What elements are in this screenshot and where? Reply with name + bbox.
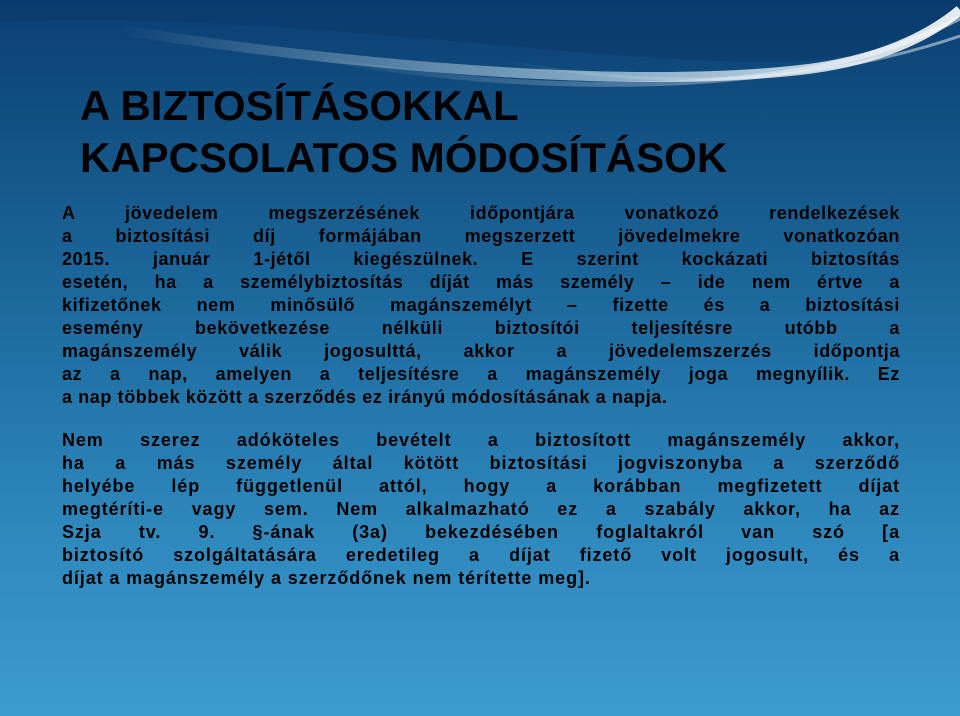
paragraph-line: díjat a magánszemély a szerződőnek nem térítette meg].: [62, 568, 591, 588]
title-line-1: A BIZTOSÍTÁSOKKAL: [80, 82, 519, 129]
paragraph-line: kifizetőnek nem minősülő magánszemélyt – fizette és a biztosítási: [62, 295, 900, 315]
paragraph-income-timing: [62, 203, 900, 410]
paragraph-line: 2015. január 1-jétől kiegészülnek. E szerint kockázati biztosítás: [62, 249, 900, 269]
paragraph-line: helyébe lép függetlenül attól, hogy a korábban megfizetett díjat: [62, 476, 900, 496]
paragraph-line: ha a más személy által kötött biztosítási jogviszonyba a szerződő: [62, 453, 900, 473]
paragraph-line: A jövedelem megszerzésének időpontjára vonatkozó rendelkezések: [62, 203, 900, 223]
paragraph-line: magánszemély válik jogosulttá, akkor a jövedelemszerzés időpontja: [62, 341, 900, 361]
paragraph-line: Nem szerez adóköteles bevételt a biztosított magánszemély akkor,: [62, 430, 900, 450]
paragraph-taxable-income: [62, 430, 900, 591]
paragraph-line: biztosító szolgáltatására eredetileg a díjat fizető volt jogosult, és a: [62, 545, 900, 565]
paragraph-line: esemény bekövetkezése nélküli biztosítói teljesítésre utóbb a: [62, 318, 900, 338]
paragraph-line: a biztosítási díj formájában megszerzett jövedelmekre vonatkozóan: [62, 226, 900, 246]
paragraph-line: a nap többek között a szerződés ez irányú módosításának a napja.: [62, 387, 668, 407]
paragraph-line: Szja tv. 9. §-ának (3a) bekezdésében foglaltakról van szó [a: [62, 522, 900, 542]
slide-title: [80, 80, 940, 184]
paragraph-line: esetén, ha a személybiztosítás díját más személy – ide nem értve a: [62, 272, 900, 292]
title-line-2: KAPCSOLATOS MÓDOSÍTÁSOK: [80, 134, 728, 181]
paragraph-line: az a nap, amelyen a teljesítésre a magánszemély joga megnyílik. Ez: [62, 364, 900, 384]
paragraph-line: megtéríti-e vagy sem. Nem alkalmazható ez a szabály akkor, ha az: [62, 499, 900, 519]
